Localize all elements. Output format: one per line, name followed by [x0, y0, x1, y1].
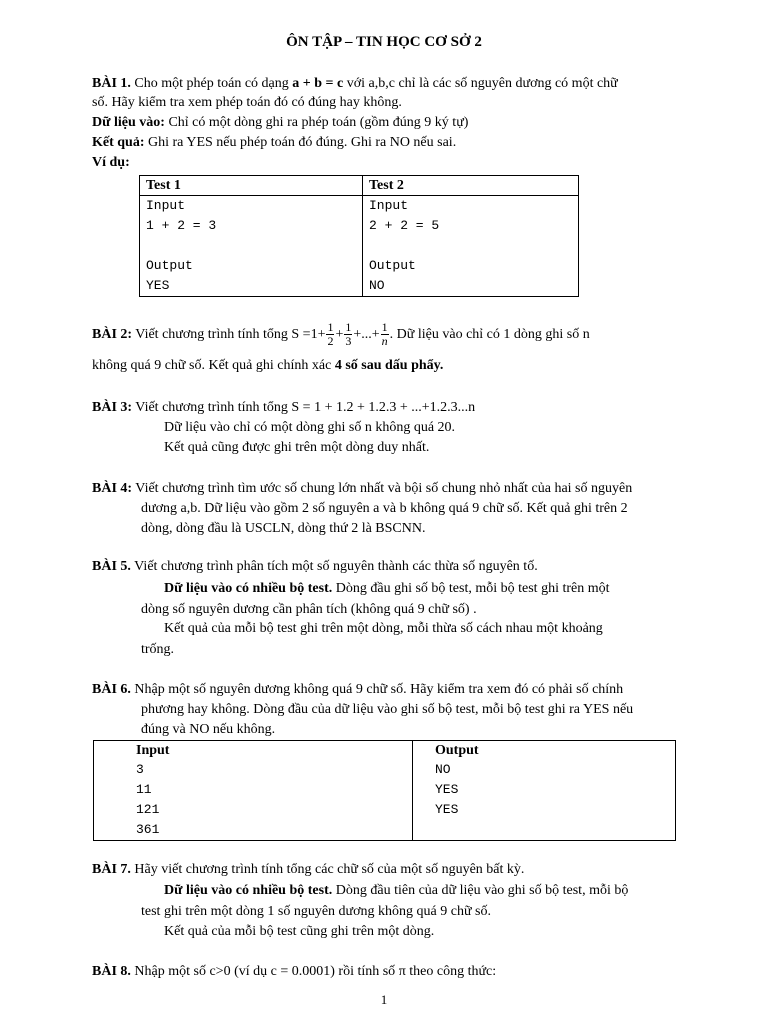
bai7-line4: Kết quả của mỗi bộ test cũng ghi trên một dòng.: [164, 924, 435, 939]
bai6-line3: đúng và NO nếu không.: [141, 722, 276, 737]
bai7-label: BÀI 7.: [92, 862, 131, 877]
bai8-line1: BÀI 8. Nhập một số c>0 (ví dụ c = 0.0001) rồi tính số π theo công thức:: [92, 964, 497, 979]
bai6-input-col: Input 3 11 121 361: [94, 741, 413, 841]
bai4-line1: BÀI 4: Viết chương trình tìm ước số chung lớn nhất và bội số chung nhỏ nhất của hai số nguyên: [92, 481, 633, 496]
bai5-line5: trống.: [141, 642, 175, 657]
bai5-line2: Dữ liệu vào có nhiều bộ test. Dòng đầu ghi số bộ test, mỗi bộ test ghi trên một: [164, 581, 610, 596]
bai1-test-table: [139, 175, 579, 297]
bai1-input-desc: Dữ liệu vào: Chỉ có một dòng ghi ra phép toán (gồm đúng 9 ký tự): [92, 115, 469, 130]
bai2-line1: BÀI 2: Viết chương trình tính tổng S =1+ $\frac{1}{2}$ + $\frac{1}{3}$ +...+ $\frac{1}{n}$ . Dữ liệu vào chỉ có 1 dòng ghi số n: [92, 320, 590, 349]
bai6-input-row: 11: [136, 782, 152, 797]
bai1-line2: số. Hãy kiểm tra xem phép toán đó có đúng hay không.: [92, 95, 402, 110]
bai1-formula: a + b = c: [292, 76, 344, 91]
bai3-line1: BÀI 3: Viết chương trình tính tổng S = 1 + 1.2 + 1.2.3 + ...+1.2.3...n: [92, 400, 476, 415]
bai5-line3: dòng số nguyên dương cần phân tích (không quá 9 chữ số) .: [141, 602, 477, 617]
bai6-input-row: 121: [136, 802, 160, 817]
bai8-label: BÀI 8.: [92, 964, 131, 979]
bai6-input-row: 3: [136, 762, 144, 777]
bai6-output-row: YES: [435, 802, 459, 817]
page-number: 1: [380, 992, 388, 1007]
bai2-line2: không quá 9 chữ số. Kết quả ghi chính xác 4 số sau dấu phẩy.: [92, 358, 444, 373]
test2-body: Input 2 + 2 = 5 Output NO: [363, 196, 579, 297]
test1-header: Test 1: [140, 176, 363, 196]
fraction-1-2: $\frac{1}{2}$: [327, 320, 334, 349]
bai6-line1: BÀI 6. Nhập một số nguyên dương không quá 9 chữ số. Hãy kiểm tra xem đó có phải số chính: [92, 682, 624, 697]
bai5-label: BÀI 5.: [92, 559, 131, 574]
page-title: ÔN TẬP – TIN HỌC CƠ SỞ 2: [286, 34, 482, 50]
bai4-line2: dương a,b. Dữ liệu vào gồm 2 số nguyên a và b không quá 9 chữ số. Kết quả ghi trên 2: [141, 501, 628, 516]
bai3-line2: Dữ liệu vào chỉ có một dòng ghi số n không quá 20.: [164, 420, 456, 435]
fraction-1-3: $\frac{1}{3}$: [345, 320, 352, 349]
pi-symbol: π: [398, 964, 406, 979]
bai6-label: BÀI 6.: [92, 682, 131, 697]
bai5-line4: Kết quả của mỗi bộ test ghi trên một dòng, mỗi thừa số cách nhau một khoảng: [164, 621, 603, 636]
bai3-line3: Kết quả cũng được ghi trên một dòng duy nhất.: [164, 440, 430, 455]
bai5-line1: BÀI 5. Viết chương trình phân tích một số nguyên thành các thừa số nguyên tố.: [92, 559, 538, 574]
bai4-line3: dòng, dòng đầu là USCLN, dòng thứ 2 là BSCNN.: [141, 521, 426, 536]
bai6-line2: phương hay không. Dòng đầu của dữ liệu vào ghi số bộ test, mỗi bộ test ghi ra YES nếu: [141, 702, 634, 717]
test1-body: Input 1 + 2 = 3 Output YES: [140, 196, 363, 297]
bai6-output-col: Output NO YES YES: [413, 741, 676, 841]
bai2-label: BÀI 2:: [92, 327, 133, 342]
fraction-1-n: $\frac{1}{n}$: [381, 320, 388, 349]
bai7-line2: Dữ liệu vào có nhiều bộ test. Dòng đầu tiên của dữ liệu vào ghi số bộ test, mỗi bộ: [164, 883, 629, 898]
bai7-line3: test ghi trên một dòng 1 số nguyên dương không quá 9 chữ số.: [141, 904, 491, 919]
bai7-line1: BÀI 7. Hãy viết chương trình tính tổng các chữ số của một số nguyên bất kỳ.: [92, 862, 525, 877]
bai6-test-table: [93, 740, 676, 841]
sum-formula: S =1+ $\frac{1}{2}$ + $\frac{1}{3}$ +...+ $\frac{1}{n}$: [291, 320, 388, 349]
bai1-line1: BÀI 1. Cho một phép toán có dạng a + b = c với a,b,c chỉ là các số nguyên dương có một chữ: [92, 76, 618, 91]
bai6-output-row: NO: [435, 762, 451, 777]
bai4-label: BÀI 4:: [92, 481, 133, 496]
bai1-example-label: Ví dụ:: [92, 155, 130, 170]
test2-header: Test 2: [363, 176, 579, 196]
bai1-label: BÀI 1.: [92, 76, 131, 91]
bai6-output-row: YES: [435, 782, 459, 797]
bai6-input-row: 361: [136, 822, 160, 837]
bai3-label: BÀI 3:: [92, 400, 133, 415]
bai1-result-desc: Kết quả: Ghi ra YES nếu phép toán đó đúng. Ghi ra NO nếu sai.: [92, 135, 457, 150]
